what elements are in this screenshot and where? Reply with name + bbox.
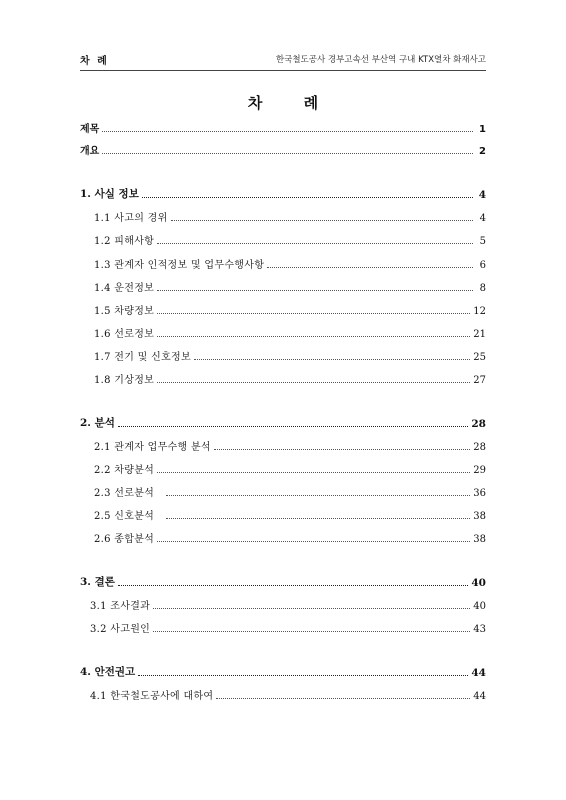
toc-entry-page: 38 [473,511,486,522]
toc-entry[interactable] [94,326,486,340]
toc-entry-page: 43 [473,624,486,635]
toc-chapter[interactable] [80,187,486,201]
toc-leader-dots [153,608,470,609]
toc-entry[interactable] [94,280,486,294]
toc-entry-label: 1.3 관계자 인적정보 및 업무수행사항 [94,260,265,271]
toc-entry-label: 1.7 전기 및 신호정보 [94,352,191,363]
toc-leader-dots [171,220,473,221]
toc-chapter[interactable] [80,416,486,430]
toc-entry[interactable] [94,257,486,271]
toc-entry-label: 4.1 한국철도공사에 대하여 [90,691,214,702]
toc-entry-page: 21 [473,329,486,340]
toc-entry-page: 44 [471,667,486,679]
toc-entry-page: 5 [479,236,486,247]
toc-entry[interactable] [94,462,486,476]
toc-entry-label: 개요 [80,146,100,157]
toc-entry[interactable] [94,485,486,499]
toc-entry[interactable] [94,233,486,247]
toc-entry-page: 40 [471,577,486,589]
toc-entry-label: 3.2 사고원인 [90,624,151,635]
toc-entry[interactable] [94,508,486,522]
toc-entry-page: 27 [473,375,486,386]
toc-leader-dots [118,426,468,427]
toc-leader-dots [267,267,473,268]
toc-leader-dots [166,518,470,519]
toc-entry-label: 제목 [80,124,100,135]
toc-entry[interactable] [90,598,486,612]
toc-entry-label: 3. 결론 [80,576,115,588]
toc-entry[interactable] [90,688,486,702]
toc-entry-label: 2.1 관계자 업무수행 분석 [94,442,211,453]
toc-entry-page: 25 [473,352,486,363]
toc-entry[interactable] [90,621,486,635]
toc-entry-page: 28 [471,418,486,430]
toc-leader-dots [157,472,470,473]
toc-leader-dots [157,290,473,291]
toc-leader-dots [157,336,470,337]
toc-entry-label: 1.1 사고의 경위 [94,213,168,224]
toc-entry[interactable] [94,349,486,363]
toc-entry-page: 38 [473,534,486,545]
toc-entry[interactable] [94,531,486,545]
toc-entry-page: 44 [473,691,486,702]
toc-entry-label: 1.4 운전정보 [94,283,155,294]
toc-entry-page: 36 [473,488,486,499]
toc-entry[interactable] [80,143,486,157]
toc-leader-dots [157,313,470,314]
toc-leader-dots [153,631,470,632]
toc-leader-dots [214,449,470,450]
toc-leader-dots [157,382,470,383]
toc-chapter[interactable] [80,575,486,589]
toc-chapter[interactable] [80,665,486,679]
toc-entry-label: 1.6 선로정보 [94,329,155,340]
toc-entry[interactable] [94,372,486,386]
toc-entry[interactable] [94,439,486,453]
toc-entry-page: 40 [473,601,486,612]
toc-entry-label: 3.1 조사결과 [90,601,151,612]
toc-leader-dots [118,585,468,586]
toc-entry-label: 2.3 선로분석 [94,488,155,499]
toc-leader-dots [142,197,473,198]
toc-entry-label: 1. 사실 정보 [80,188,139,200]
toc-leader-dots [166,495,470,496]
toc-entry-label: 1.8 기상정보 [94,375,155,386]
toc-entry-label: 1.2 피해사항 [94,236,155,247]
header-section-label: 차 례 [80,56,109,67]
toc-entry-label: 4. 안전권고 [80,666,136,678]
toc-entry-label: 2.2 차량분석 [94,465,155,476]
toc-entry-page: 28 [473,442,486,453]
toc-leader-dots [194,359,470,360]
toc-entry-page: 4 [478,189,486,201]
toc-leader-dots [102,153,473,154]
header-document-title: 한국철도공사 경부고속선 부산역 구내 KTX열차 화재사고 [275,55,486,65]
toc-leader-dots [102,131,473,132]
toc-entry-page: 1 [479,124,486,135]
toc-entry-page: 2 [479,146,486,157]
toc-entry-page: 6 [479,260,486,271]
toc-entry-page: 12 [473,306,486,317]
toc-entry-label: 1.5 차량정보 [94,306,155,317]
toc-leader-dots [138,675,468,676]
toc-entry[interactable] [94,210,486,224]
page-header [80,48,486,71]
toc-entry-page: 29 [473,465,486,476]
page-title: 차 례 [247,94,337,112]
toc-entry-label: 2.6 종합분석 [94,534,155,545]
toc-entry-page: 8 [479,283,486,294]
toc-leader-dots [157,541,470,542]
toc-entry[interactable] [80,121,486,135]
toc-entry-label: 2.5 신호분석 [94,511,155,522]
toc-leader-dots [157,243,473,244]
toc-leader-dots [216,698,470,699]
toc-entry-label: 2. 분석 [80,417,115,429]
toc-entry-page: 4 [479,213,486,224]
toc-entry[interactable] [94,303,486,317]
